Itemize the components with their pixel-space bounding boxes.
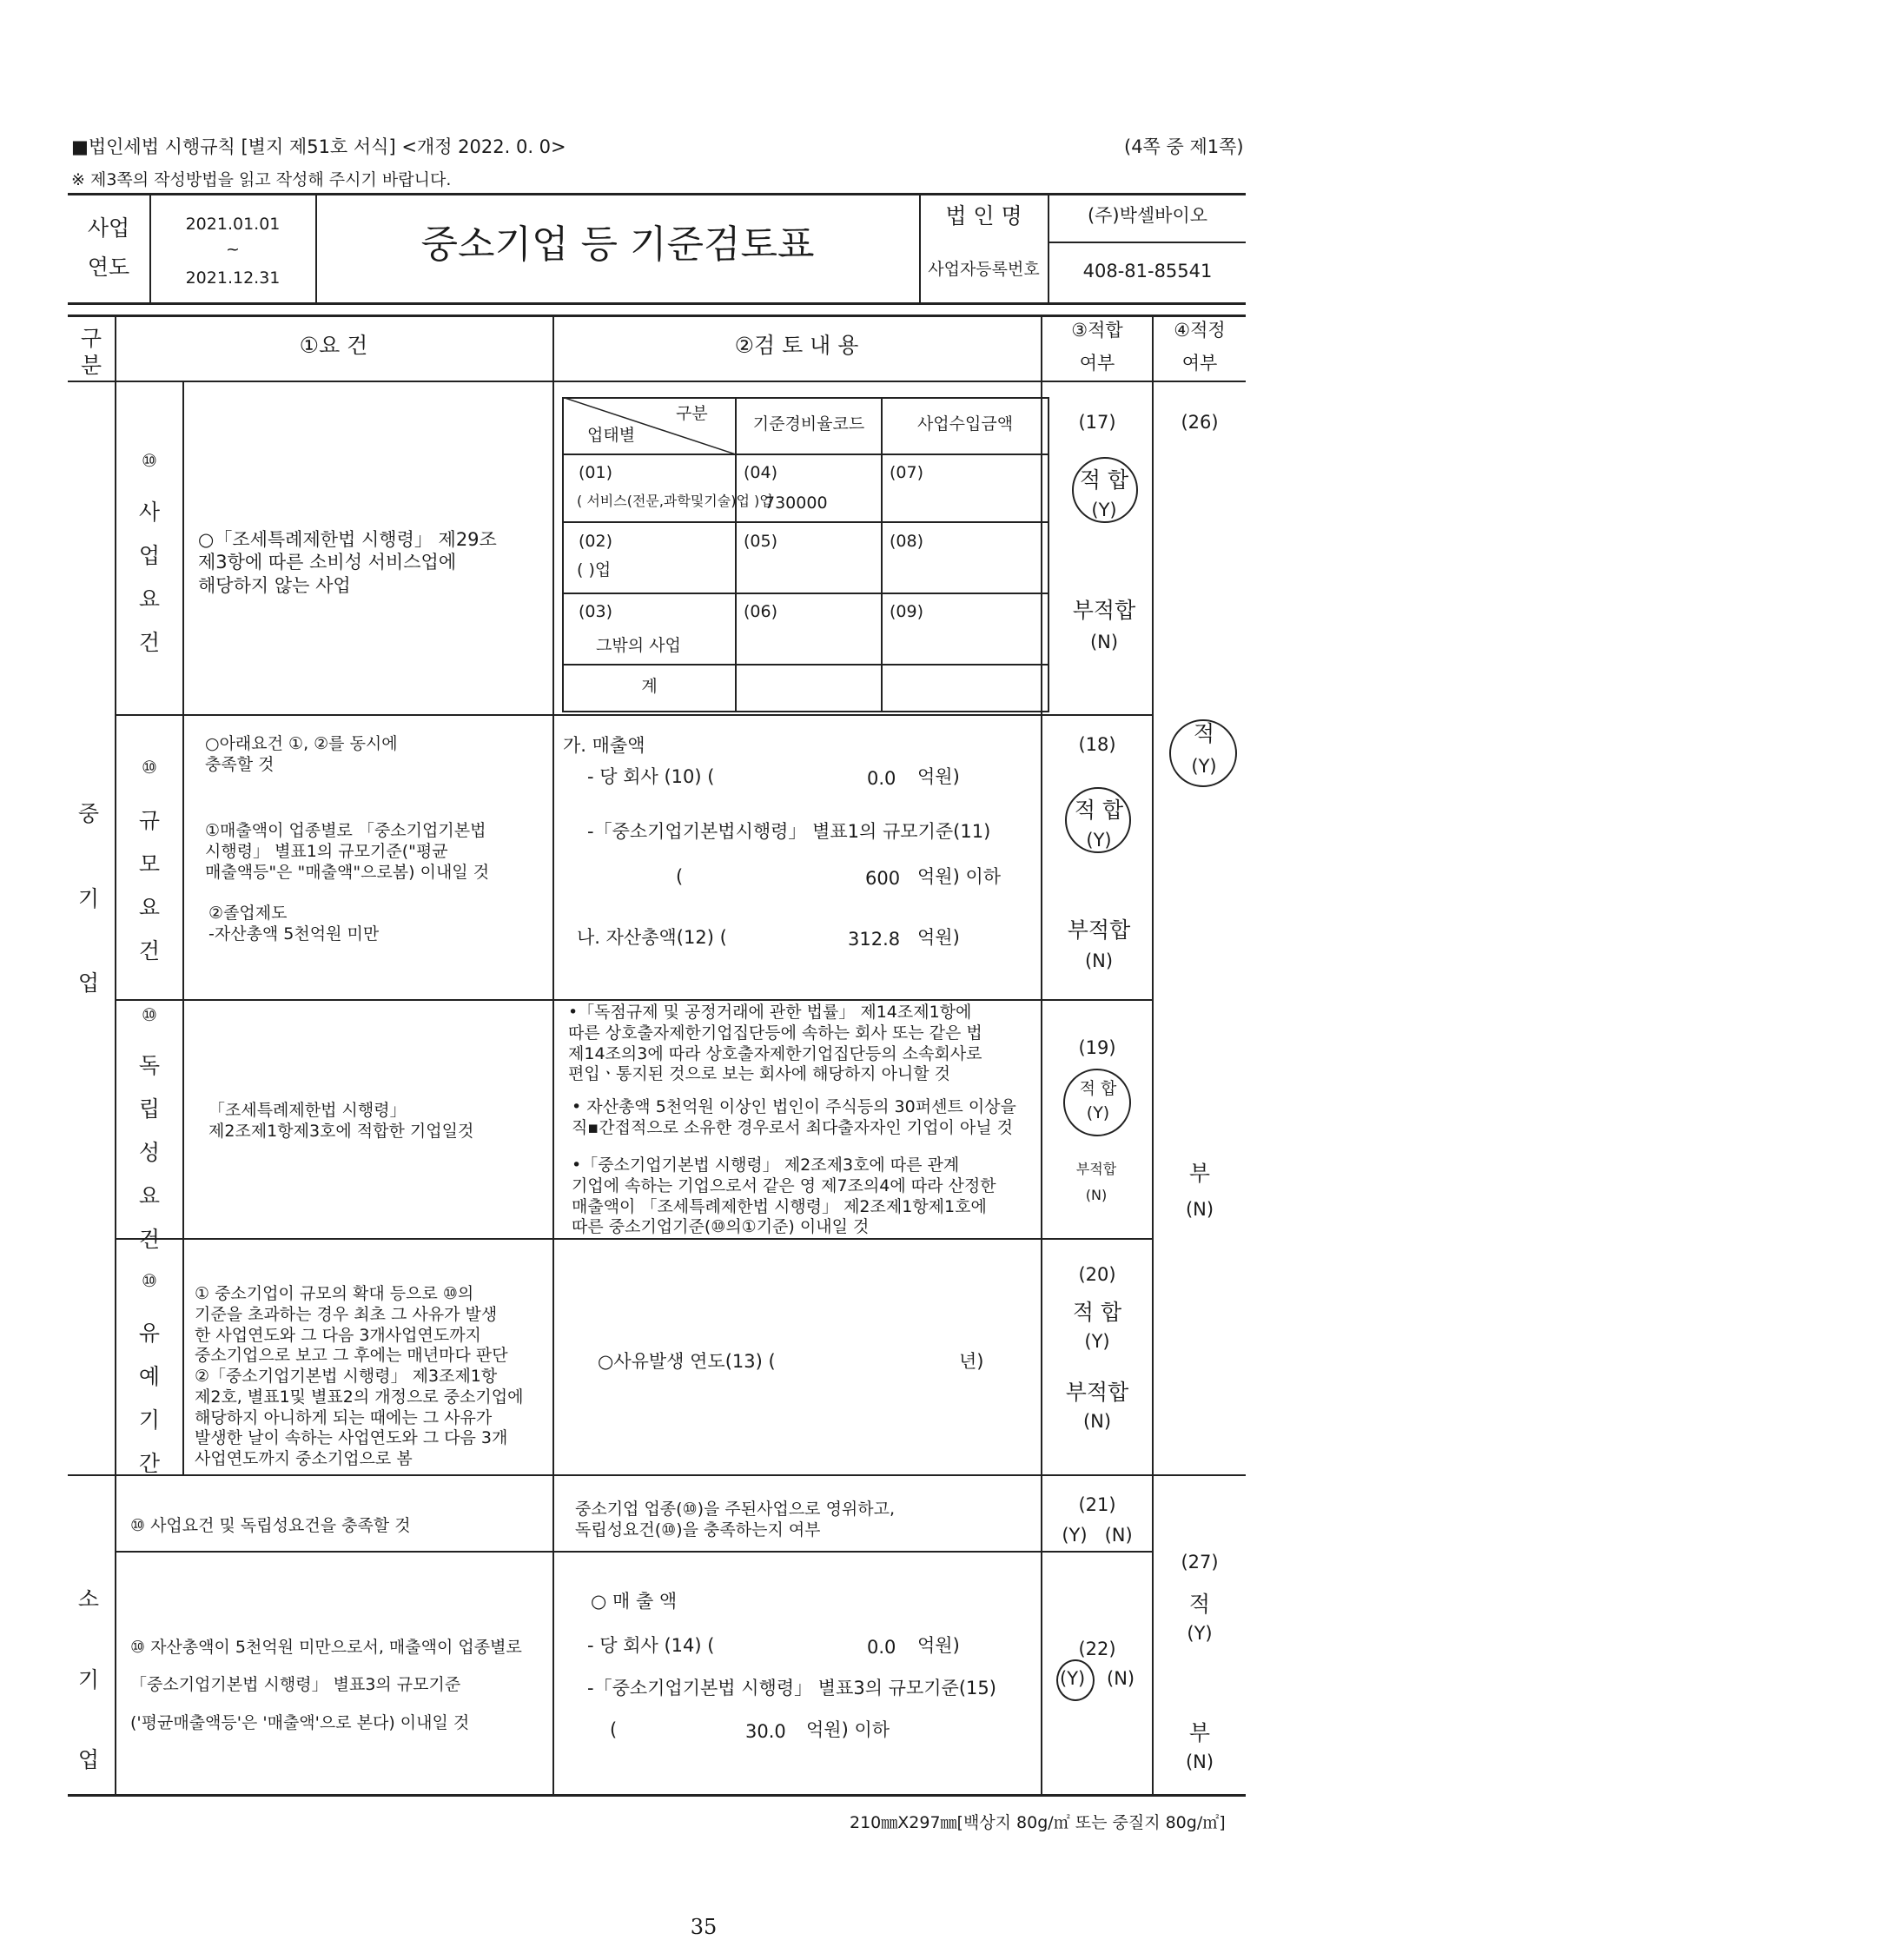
table-bottom-border [68, 1794, 1246, 1797]
row104-unfit: 부적합 [1065, 1380, 1129, 1405]
inner-table-border [562, 664, 1049, 665]
row105-requirement: ⑩ 사업요건 및 독립성요건을 충족할 것 [130, 1516, 411, 1535]
section-medium-enterprise [63, 771, 115, 1026]
row101-fit-y: (Y) [1091, 500, 1117, 520]
row102-req-main: ○아래요건 ①, ②를 동시에 충족할 것 [205, 734, 398, 774]
inner-table-border [562, 593, 1049, 594]
row101-proper-number: (26) [1181, 412, 1219, 433]
inner-total: 계 [641, 677, 658, 696]
row104-fit-y: (Y) [1084, 1331, 1110, 1352]
inner-table-border [881, 397, 883, 712]
col-divider [552, 315, 554, 1796]
row103-review-2: • 자산총액 5천억원 이상인 법인이 주식등의 30퍼센트 이상을 직▪간접적으로 소유한 경우로서 최다출자자인 기업이 아닐 것 [572, 1097, 1016, 1137]
inner-r1-code: 730000 [764, 493, 828, 513]
instruction-note: ※ 제3쪽의 작성방법을 읽고 작성해 주시기 바랍니다. [71, 170, 452, 189]
row101-number: ⑩ [142, 450, 157, 471]
corp-name-value: (주)박셀바이오 [1087, 205, 1208, 226]
row105-fit-yn: (Y) (N) [1062, 1525, 1133, 1546]
row-divider [115, 999, 1154, 1001]
row101-label [123, 491, 175, 665]
inner-r2-amt-no: (08) [890, 532, 924, 551]
info-top-border [68, 193, 1246, 195]
row103-label [123, 1044, 175, 1261]
col-header-proper: ④적정 [1174, 320, 1226, 341]
row102-unfit-n: (N) [1084, 950, 1114, 971]
proper-sme-no: 부 [1188, 1161, 1211, 1186]
inner-r1-code-no: (04) [744, 463, 778, 482]
row-divider [115, 1551, 1154, 1553]
row102-req-graduation: ②졸업제도 -자산총액 5천억원 미만 [208, 904, 380, 944]
form-reference: ■법인세법 시행규칙 [별지 제51호 서식] <개정 2022. 0. 0> [71, 136, 566, 157]
row101-requirement: ○「조세특례제한법 시행령」 제29조 제3항에 따른 소비성 서비스업에 해당하지 않는 사업 [198, 529, 497, 596]
row103-label-text: 독 립 성 요 건 [138, 1053, 161, 1252]
inner-table-border [562, 711, 1049, 712]
row104-number: ⑩ [142, 1270, 157, 1291]
inner-col-code: 기준경비율코드 [752, 414, 865, 434]
row106-rev-company-value: 0.0 [867, 1637, 896, 1658]
inner-col-amount: 사업수입금액 [916, 414, 1014, 434]
row-divider [115, 714, 1154, 716]
reg-number-value: 408-81-85541 [1082, 261, 1213, 281]
row102-rev-standard-value: 600 [865, 868, 901, 889]
col-header-gubun-text: 구 분 [80, 326, 103, 379]
section-small-enterprise [63, 1559, 115, 1801]
row105-review: 중소기업 업종(⑩)을 주된사업으로 영위하고, 독립성요건(⑩)을 충족하는지 여부 [575, 1500, 896, 1540]
proper-small-yes: 적 [1188, 1592, 1211, 1617]
inner-r1-name: ( 서비스(전문,과학및기술)업 )업 [577, 493, 773, 509]
col-header-requirement: ①요 건 [299, 333, 368, 358]
row102-number: ⑩ [142, 757, 157, 778]
row106-req-line3: ('평균매출액등'은 '매출액'으로 본다) 이내일 것 [130, 1713, 470, 1732]
row106-fit-number: (22) [1078, 1639, 1116, 1659]
section-divider [68, 1474, 1246, 1476]
row104-fit-number: (20) [1078, 1264, 1116, 1285]
proper-small-y: (Y) [1187, 1623, 1213, 1644]
row102-rev-company: - 당 회사 (10) ( [587, 766, 715, 787]
inner-table-border [1048, 397, 1049, 712]
col-header-fit: ③적합 [1071, 320, 1123, 341]
inner-r3-name: 그밖의 사업 [596, 636, 681, 655]
proper-sme-n: (N) [1185, 1199, 1214, 1220]
row106-req-line1: ⑩ 자산총액이 5천억원 미만으로서, 매출액이 업종별로 [130, 1638, 522, 1657]
table-top-border [68, 315, 1246, 317]
row103-unfit-n: (N) [1085, 1187, 1108, 1203]
row101-unfit-n: (N) [1089, 632, 1119, 652]
row106-fit-y: (Y) [1060, 1668, 1086, 1689]
row106-rev-company-unit: 억원) [917, 1635, 960, 1656]
row101-fit-yes: 적 합 [1079, 467, 1129, 493]
row102-rev-standard: -「중소기업기본법시행령」 별표1의 규모기준(11) [587, 821, 991, 842]
form-title: 중소기업 등 기준검토표 [420, 222, 815, 267]
proper-sme-yes: 적 [1193, 721, 1215, 746]
row104-review-unit: 년) [959, 1351, 984, 1372]
period-tilde: ~ [226, 240, 240, 259]
row104-label [123, 1312, 175, 1486]
paper-spec: 210㎜X297㎜[백상지 80g/㎡ 또는 중질지 80g/㎡] [850, 1813, 1226, 1832]
col-header-proper: 여부 [1181, 353, 1218, 374]
year-label: 사업 [87, 215, 130, 241]
section-small-enterprise-text: 소 기 업 [77, 1586, 100, 1772]
row103-fit-yes: 적 합 [1079, 1079, 1117, 1098]
row102-fit-y: (Y) [1086, 830, 1112, 851]
row102-fit-yes: 적 합 [1074, 798, 1124, 823]
row102-rev-standard-open: ( [676, 866, 684, 887]
row106-rev-standard-unit: 억원) 이하 [806, 1719, 890, 1740]
row106-rev-company: - 당 회사 (14) ( [587, 1635, 715, 1656]
row106-fit-n: (N) [1107, 1668, 1135, 1689]
row102-rev-company-unit: 억원) [917, 766, 960, 787]
inner-r3-no: (03) [579, 602, 613, 621]
proper-sme-y: (Y) [1191, 756, 1217, 777]
row102-rev-assets: 나. 자산총액(12) ( [577, 927, 727, 948]
inner-table-border [562, 521, 1049, 523]
corp-name-label: 법 인 명 [945, 203, 1022, 228]
row101-unfit: 부적합 [1072, 598, 1136, 623]
col-divider [1152, 315, 1154, 1796]
period-start: 2021.01.01 [185, 215, 281, 234]
inner-r3-amt-no: (09) [890, 602, 924, 621]
row102-unfit: 부적합 [1067, 917, 1131, 943]
row104-review: ○사유발생 연도(13) ( [598, 1351, 776, 1372]
proper-small-n: (N) [1185, 1751, 1214, 1772]
col-divider [182, 381, 184, 1474]
reg-number-label: 사업자등록번호 [928, 260, 1040, 279]
year-label: 연도 [87, 255, 130, 280]
row103-requirement: 「조세특례제한법 시행령」 제2조제1항제3호에 적합한 기업일것 [208, 1101, 474, 1141]
row102-fit-number: (18) [1078, 734, 1116, 755]
page-of-label: (4쪽 중 제1쪽) [1124, 136, 1244, 157]
row103-review-3: •「중소기업기본법 시행령」 제2조제3호에 따른 관계 기업에 속하는 기업으로서 같은 영 제7조의4에 따라 산정한 매출액이 「조세특례제한법 시행령」 제2조제1항제1호에 따른 중소기업기준(⑩의①기준) 이내일 것 [572, 1155, 996, 1237]
row102-label-text: 규 모 요 건 [138, 808, 161, 963]
info-bottom-border [68, 302, 1246, 305]
col-header-review: ②검 토 내 용 [734, 333, 859, 358]
row103-unfit: 부적합 [1075, 1161, 1117, 1177]
proper-small-number: (27) [1181, 1552, 1219, 1573]
row106-rev-title: ○ 매 출 액 [591, 1591, 678, 1612]
row101-label-text: 사 업 요 건 [138, 500, 161, 655]
row106-rev-standard-open: ( [610, 1719, 618, 1740]
header-bottom-border [68, 381, 1246, 382]
col-header-fit: 여부 [1079, 353, 1115, 374]
row106-rev-standard-value: 30.0 [745, 1721, 786, 1742]
row103-review-1: •「독점규제 및 공정거래에 관한 법률」 제14조제1항에 따른 상호출자제한기업집단등에 속하는 회사 또는 같은 법 제14조의3에 따라 상호출자제한기업집단등의 소속회사로 편입ㆍ통지된 것으로 보는 회사에 해당하지 아니할 것 [568, 1003, 982, 1084]
section-medium-enterprise-text: 중 기 업 [77, 801, 100, 996]
row102-rev-assets-value: 312.8 [848, 929, 901, 950]
row102-req-sales: ①매출액이 업종별로 「중소기업기본법 시행령」 별표1의 규모기준("평균 매출액등"은 "매출액"으로봄) 이내일 것 [205, 821, 490, 882]
row103-fit-y: (Y) [1086, 1103, 1110, 1122]
inner-diag-bottom: 업태별 [587, 426, 636, 445]
row102-rev-sales: 가. 매출액 [563, 735, 645, 756]
row102-label [123, 799, 175, 973]
page-number: 35 [690, 1915, 718, 1939]
row-divider [115, 1238, 1154, 1240]
info-divider [1048, 242, 1246, 243]
col-divider [115, 315, 116, 1796]
inner-r1-no: (01) [579, 463, 613, 482]
inner-r2-code-no: (05) [744, 532, 778, 551]
proper-small-no: 부 [1188, 1720, 1211, 1745]
inner-r2-no: (02) [579, 532, 613, 551]
row102-rev-assets-unit: 억원) [917, 927, 960, 948]
row102-rev-standard-unit: 억원) 이하 [917, 866, 1002, 887]
row103-number: ⑩ [142, 1004, 157, 1025]
row104-label-text: 유 예 기 간 [138, 1321, 161, 1476]
period-end: 2021.12.31 [185, 268, 281, 288]
row101-fit-number: (17) [1078, 412, 1116, 433]
row104-unfit-n: (N) [1082, 1411, 1112, 1432]
inner-r3-code-no: (06) [744, 602, 778, 621]
inner-r2-name: ( )업 [577, 560, 612, 579]
row106-rev-standard: -「중소기업기본법 시행령」 별표3의 규모기준(15) [587, 1678, 996, 1698]
row106-req-line2: 「중소기업기본법 시행령」 별표3의 규모기준 [130, 1675, 461, 1694]
col-header-gubun [66, 325, 116, 380]
inner-diag-top: 구분 [676, 404, 708, 423]
row104-fit-yes: 적 합 [1072, 1300, 1122, 1325]
row102-rev-company-value: 0.0 [867, 768, 896, 789]
row105-fit-number: (21) [1078, 1494, 1116, 1515]
row103-fit-number: (19) [1078, 1037, 1116, 1058]
row104-requirement: ① 중소기업이 규모의 확대 등으로 ⑩의 기준을 초과하는 경우 최초 그 사유가 발생 한 사업연도와 그 다음 3개사업연도까지 중소기업으로 보고 그 후에는 매년마다 판단 ②「중소기업기본법 시행령」 제3조제1항 제2호, 별표1및 별표2의 개정으로 중소기업에 해당하지 아니하게 되는 때에는 그 사유가 발생한 날이 속하는 사업연도와 그 다음 3개 사업연도까지 중소기업으로 봄 [195, 1284, 524, 1468]
inner-r1-amt-no: (07) [890, 463, 924, 482]
